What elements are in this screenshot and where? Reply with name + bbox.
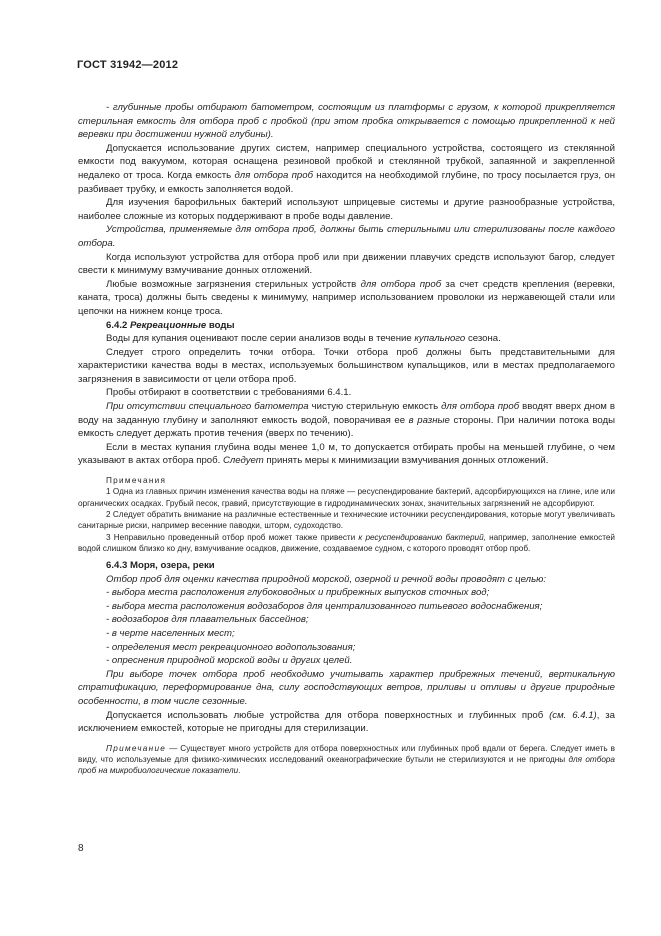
text-span-italic: для отбора проб [234,169,313,181]
text-span: , за исключением емкостей, которые не пригодны для стерилизации. [78,709,615,735]
paragraph-boat-hook: Когда используют устройства для отбора проб или при движении плавучих средств используют багор, следует свести к минимуму взмучивание донных отложений. [78,251,615,277]
text-span: 3 Неправильно проведенный отбор проб может также привести [106,532,359,542]
text-span-italic: для отбора проб [441,401,520,413]
main-text [78,101,615,777]
text-span: сезона. [465,333,501,345]
list-item: - определения мест рекреационного водопользования; [106,641,356,653]
paragraph-sampling-points-sea: При выборе точек отбора проб необходимо учитывать характер прибрежных течений, вертикальную стратификацию, переформирование дна, силу господствующих ветров, приливы и отливы и другие природные особенности, в том числе сезонные. [78,668,615,708]
list-item: - выбора места расположения водозаборов для централизованного питьевого водоснабжения; [106,600,543,612]
text-span: . [238,766,241,776]
text-span: Допускается использование других систем, например специального устройства, состоящего из стеклянной емкости под вакуумом, которая оснащена резиновой пробкой и стеклянной трубкой, запаянной и закрепленной недалеко от троса. Когда емкость [78,142,615,181]
section-title-rest: воды [206,319,235,331]
paragraph-contamination [78,278,615,319]
text-span: за счет средств крепления (веревки, каната, троса) должны быть сведены к минимуму, например использованием проволоки из нержавеющей стали или цепочки на нижнем конце троса. [78,278,615,317]
list-item: - водозаборов для плавательных бассейнов; [106,614,309,626]
section-number: 6.4.2 [106,319,128,331]
text-span: находится на необходимой глубине, по тросу посылается груз, он разбивает трубку, и емкость заполняется водой. [78,169,615,195]
section-heading-6-4-2 [78,319,615,333]
text-span-italic: При отсутствии специального батометра [106,401,309,413]
text-span-italic: (см. 6.4.1) [549,709,597,721]
text-span: — Существует много устройств для отбора поверхностных или глубинных проб вдали от берега. Следует иметь в виду, что используемые для физико-химических исследований океанографические бутыли не стерилизуются и не пригодны [78,743,615,765]
text-span: Любые возможные загрязнения стерильных устройств [106,278,361,290]
text-span: Допускается использовать любые устройства для отбора поверхностных и глубинных проб [106,709,550,721]
paragraph-barophilic: Для изучения барофильных бактерий используют шприцевые системы и другие разнообразные устройства, наиболее сложные из которых поддерживают в пробе воды давление. [78,197,615,222]
notes-block [78,475,615,554]
note-3 [78,532,615,555]
text-span-italic: к ресуспендированию бактерий, [358,532,486,542]
list-item: - опреснения природной морской воды и других целей. [106,655,353,667]
text-span: например, заполнение емкостей водой слишком близко ко дну, взмучивание осадков, движение, создаваемое судном, с которого проводят отбор проб. [78,532,615,553]
spacer [78,736,615,743]
paragraph-no-bathometer [78,400,615,441]
paragraph-requirements: Пробы отбирают в соответствии с требованиями 6.4.1. [106,387,352,399]
paragraph-any-devices [78,709,615,736]
list-item: - в черте населенных мест; [106,628,235,640]
text-span: Если в местах купания глубина воды менее 1,0 м, то допускается отбирать пробы на меньшей глубине, о чем указывают в актах отбора проб. [78,441,615,467]
spacer [78,468,615,475]
paragraph-purpose: Отбор проб для оценки качества природной морской, озерной и речной воды проводят с целью: [106,573,546,585]
paragraph-other-systems [78,142,615,196]
section-heading-6-4-3: 6.4.3 Моря, озера, реки [106,560,215,572]
note-single [78,743,615,777]
text-span: Воды для купания оценивают после серии анализов воды в течение [106,333,415,345]
note-label: Примечание [106,743,167,753]
text-span: стороны. При наличии потока воды емкость следует держать против течения (вверх по течению). [78,414,615,440]
text-span-italic: в разные [408,414,450,426]
paragraph-sterile-devices: Устройства, применяемые для отбора проб, должны быть стерильными или стерилизованы после каждого отбора. [78,224,615,249]
paragraph-deep-samples: - глубинные пробы отбирают батометром, состоящим из платформы с грузом, к которой прикрепляется стерильная емкость для отбора проб с пробкой (при этом пробка открывается с помощью прикрепленной к ней веревки при достижении нужной глубины). [78,102,615,141]
text-span-italic: для отбора проб на микробиологические показатели [78,755,615,776]
document-header: ГОСТ 31942—2012 [77,59,179,71]
paragraph-shallow-depth [78,441,615,468]
section-title-italic: Рекреационные [130,319,207,331]
note-1: 1 Одна из главных причин изменения качества воды на пляже — ресуспендирование бактерий, адсорбирующихся на глине, иле или органических осадках. Грубый песок, гравий, присутствующие в гидродинамических зонах, значительных загрязнений не адсорбируют. [78,487,615,508]
text-span-italic: купального [414,333,466,345]
text-span: чистую стерильную емкость [308,401,442,413]
page-number: 8 [78,843,84,854]
text-span-italic: Следует [222,455,264,467]
notes-label: Примечания [106,476,167,486]
text-span: принять меры к минимизации взмучивания донных отложений. [263,455,549,467]
list-item: - выбора места расположения глубоководных и прибрежных выпусков сточных вод; [106,587,490,599]
note-2: 2 Следует обратить внимание на различные естественные и технические источники ресуспендирования, которые могут увеличивать санитарные риски, например весенние паводки, шторм, судоходство. [78,509,615,531]
paragraph-sampling-points: Следует строго определить точки отбора. Точки отбора проб должны быть представительными для характеристики качества воды в местах, используемых большинством купальщиков, или в местах предполагаемого загрязнения в зависимости от цели отбора проб. [78,346,615,385]
text-span: вводят вверх дном в воду на заданную глубину и заполняют емкость водой, поворачивая ее [78,401,615,426]
note-block [78,743,615,777]
paragraph-bathing-waters [78,332,615,346]
text-span-italic: для отбора проб [360,278,442,290]
